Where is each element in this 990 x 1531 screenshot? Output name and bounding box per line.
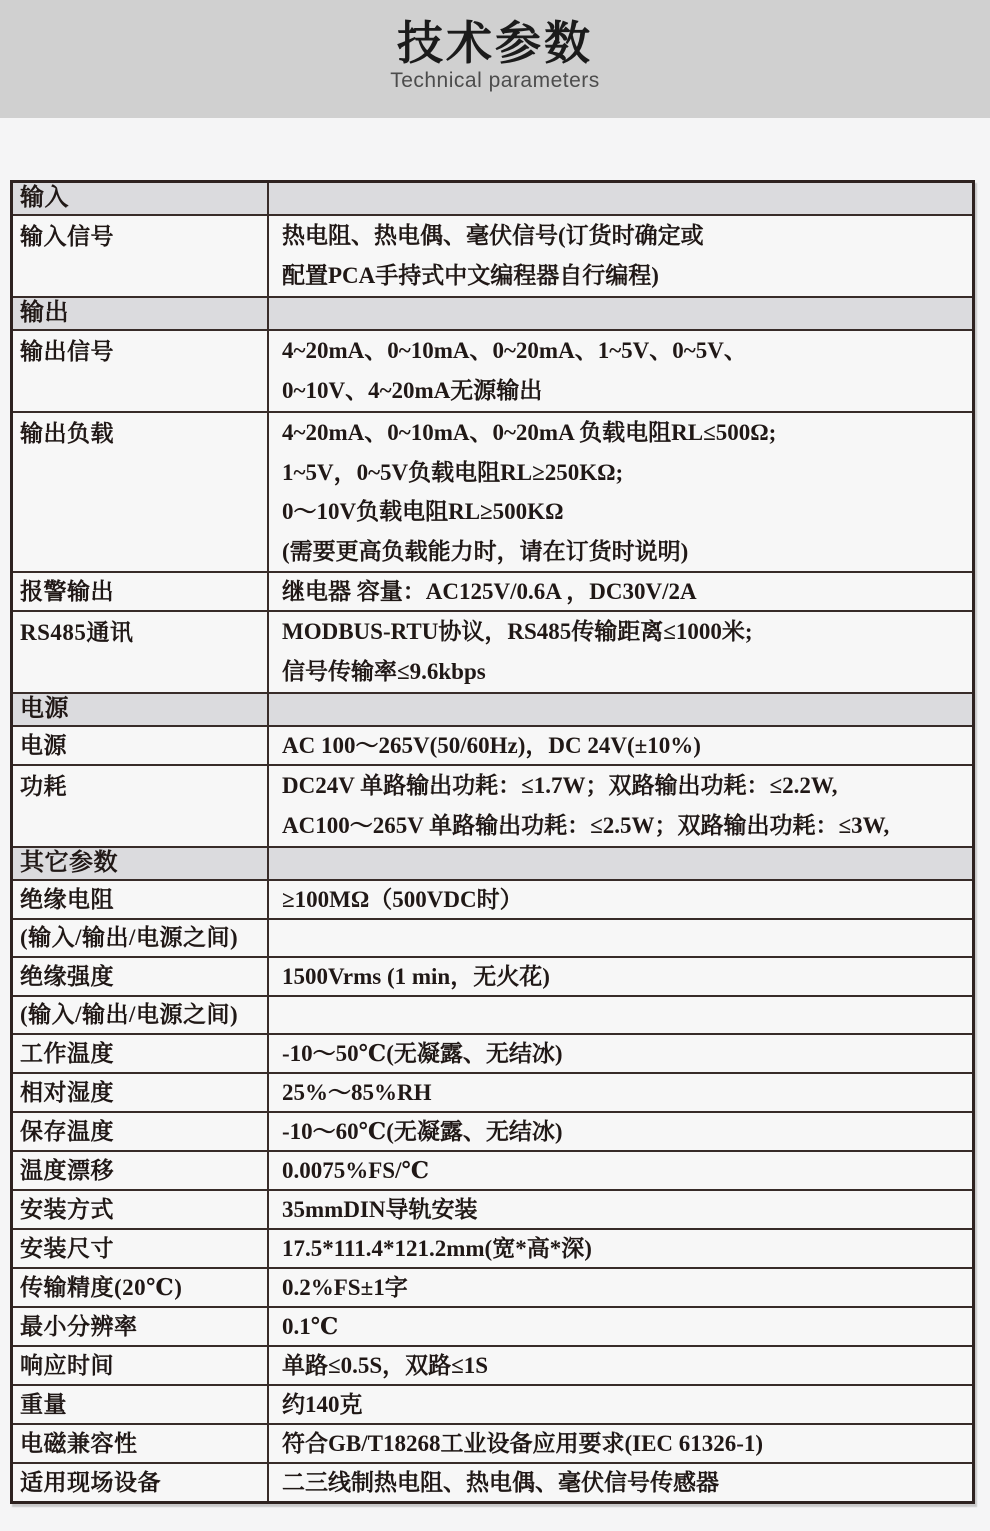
param-value-line: 1500Vrms (1 min，无火花) <box>282 964 550 989</box>
param-label: 输出负载 <box>13 413 269 571</box>
table-row <box>13 1230 972 1269</box>
param-value-line: AC 100～265V(50/60Hz)，DC 24V(±10%) <box>282 733 701 758</box>
param-label: 电源 <box>13 727 269 764</box>
page-title: 技术参数 <box>397 17 593 69</box>
param-label: 功耗 <box>13 766 269 846</box>
param-label: RS485通讯 <box>13 612 269 692</box>
param-value <box>269 766 972 846</box>
param-value-line: 二三线制热电阻、热电偶、毫伏信号传感器 <box>282 1470 719 1495</box>
table-row <box>13 612 972 694</box>
param-label: 绝缘电阻 <box>13 881 269 918</box>
param-label: 温度漂移 <box>13 1152 269 1189</box>
table-section-row <box>13 183 972 216</box>
param-label: 相对湿度 <box>13 1074 269 1111</box>
param-label: 安装方式 <box>13 1191 269 1228</box>
section-title: 电源 <box>13 694 269 725</box>
param-value <box>269 1191 972 1228</box>
table-row <box>13 1425 972 1464</box>
param-label: 工作温度 <box>13 1035 269 1072</box>
param-value <box>269 573 972 610</box>
title-banner <box>0 0 990 118</box>
table-row <box>13 1191 972 1230</box>
table-row <box>13 881 972 920</box>
param-value <box>269 727 972 764</box>
param-label: 电磁兼容性 <box>13 1425 269 1462</box>
param-value <box>269 997 972 1033</box>
param-value-line: 信号传输率≤9.6kbps <box>282 659 486 684</box>
param-value-line: -10～60℃(无凝露、无结冰) <box>282 1119 563 1144</box>
param-value-line: AC100～265V 单路输出功耗：≤2.5W；双路输出功耗：≤3W, <box>282 813 890 838</box>
table-row <box>13 1035 972 1074</box>
table-section-row <box>13 298 972 331</box>
param-value <box>269 881 972 918</box>
param-value-line: 0~10V、4~20mA无源输出 <box>282 378 543 403</box>
page-body <box>0 180 990 1504</box>
table-row <box>13 331 972 413</box>
param-label: 最小分辨率 <box>13 1308 269 1345</box>
table-row <box>13 1074 972 1113</box>
param-value <box>269 958 972 995</box>
table-section-row <box>13 848 972 881</box>
param-label: (输入/输出/电源之间) <box>13 920 269 956</box>
table-row <box>13 413 972 573</box>
param-value-line: 1~5V，0~5V负载电阻RL≥250KΩ; <box>282 459 624 485</box>
table-section-row <box>13 694 972 727</box>
table-row <box>13 1269 972 1308</box>
param-value-line: 35mmDIN导轨安装 <box>282 1197 478 1222</box>
param-value-line: 热电阻、热电偶、毫伏信号(订货时确定或 <box>282 223 704 248</box>
table-row <box>13 216 972 298</box>
table-row <box>13 920 972 958</box>
spec-table <box>10 180 975 1504</box>
param-label: 输入信号 <box>13 216 269 296</box>
table-row <box>13 997 972 1035</box>
param-value <box>269 694 972 725</box>
table-row <box>13 1113 972 1152</box>
param-label: (输入/输出/电源之间) <box>13 997 269 1033</box>
section-title: 输入 <box>13 183 269 214</box>
param-value-line: 0～10V负载电阻RL≥500KΩ <box>282 499 564 524</box>
table-row <box>13 1347 972 1386</box>
table-row <box>13 727 972 766</box>
table-row <box>13 958 972 997</box>
param-value-line: 0.1℃ <box>282 1314 339 1339</box>
param-value-line: 17.5*111.4*121.2mm(宽*高*深) <box>282 1236 592 1261</box>
param-label: 保存温度 <box>13 1113 269 1150</box>
param-label: 适用现场设备 <box>13 1464 269 1501</box>
param-value-line: 配置PCA手持式中文编程器自行编程) <box>282 263 659 288</box>
param-value <box>269 920 972 956</box>
param-value <box>269 331 972 411</box>
param-value <box>269 298 972 329</box>
param-value <box>269 1035 972 1072</box>
param-value <box>269 1113 972 1150</box>
param-value-line: 25%～85%RH <box>282 1080 432 1105</box>
param-value-line: 4~20mA、0~10mA、0~20mA、1~5V、0~5V、 <box>282 338 747 363</box>
param-label: 报警输出 <box>13 573 269 610</box>
param-value-line: 继电器 容量：AC125V/0.6A ，DC30V/2A <box>282 579 697 604</box>
param-value-line: ≥100MΩ（500VDC时） <box>282 887 523 912</box>
param-value <box>269 1464 972 1501</box>
param-label: 输出信号 <box>13 331 269 411</box>
param-value <box>269 1269 972 1306</box>
table-row <box>13 1152 972 1191</box>
param-value-line: 约140克 <box>282 1392 363 1417</box>
param-value <box>269 1230 972 1267</box>
param-value-line: 0.0075%FS/℃ <box>282 1158 430 1183</box>
section-title: 其它参数 <box>13 848 269 879</box>
param-value <box>269 216 972 296</box>
table-row <box>13 766 972 848</box>
param-value-line: MODBUS-RTU协议，RS485传输距离≤1000米; <box>282 619 753 644</box>
param-value <box>269 612 972 692</box>
param-value <box>269 1308 972 1345</box>
param-label: 传输精度(20℃) <box>13 1269 269 1306</box>
table-row <box>13 1464 972 1501</box>
param-value <box>269 413 972 571</box>
param-value <box>269 183 972 214</box>
param-value <box>269 1386 972 1423</box>
table-row <box>13 573 972 612</box>
param-value <box>269 1074 972 1111</box>
param-value-line: 单路≤0.5S，双路≤1S <box>282 1353 489 1378</box>
param-value-line: 符合GB/T18268工业设备应用要求(IEC 61326-1) <box>282 1431 764 1456</box>
param-value <box>269 848 972 879</box>
section-title: 输出 <box>13 298 269 329</box>
page-subtitle: Technical parameters <box>390 68 600 92</box>
param-value-line: -10～50℃(无凝露、无结冰) <box>282 1041 563 1066</box>
param-label: 重量 <box>13 1386 269 1423</box>
param-value-line: 4~20mA、0~10mA、0~20mA 负载电阻RL≤500Ω; <box>282 420 777 445</box>
table-row <box>13 1308 972 1347</box>
param-value-line: DC24V 单路输出功耗：≤1.7W；双路输出功耗：≤2.2W, <box>282 773 838 798</box>
param-value-line: (需要更高负载能力时，请在订货时说明) <box>282 538 689 564</box>
param-value <box>269 1425 972 1462</box>
param-label: 响应时间 <box>13 1347 269 1384</box>
param-value-line: 0.2%FS±1字 <box>282 1275 408 1300</box>
param-label: 绝缘强度 <box>13 958 269 995</box>
table-row <box>13 1386 972 1425</box>
param-label: 安装尺寸 <box>13 1230 269 1267</box>
param-value <box>269 1152 972 1189</box>
param-value <box>269 1347 972 1384</box>
